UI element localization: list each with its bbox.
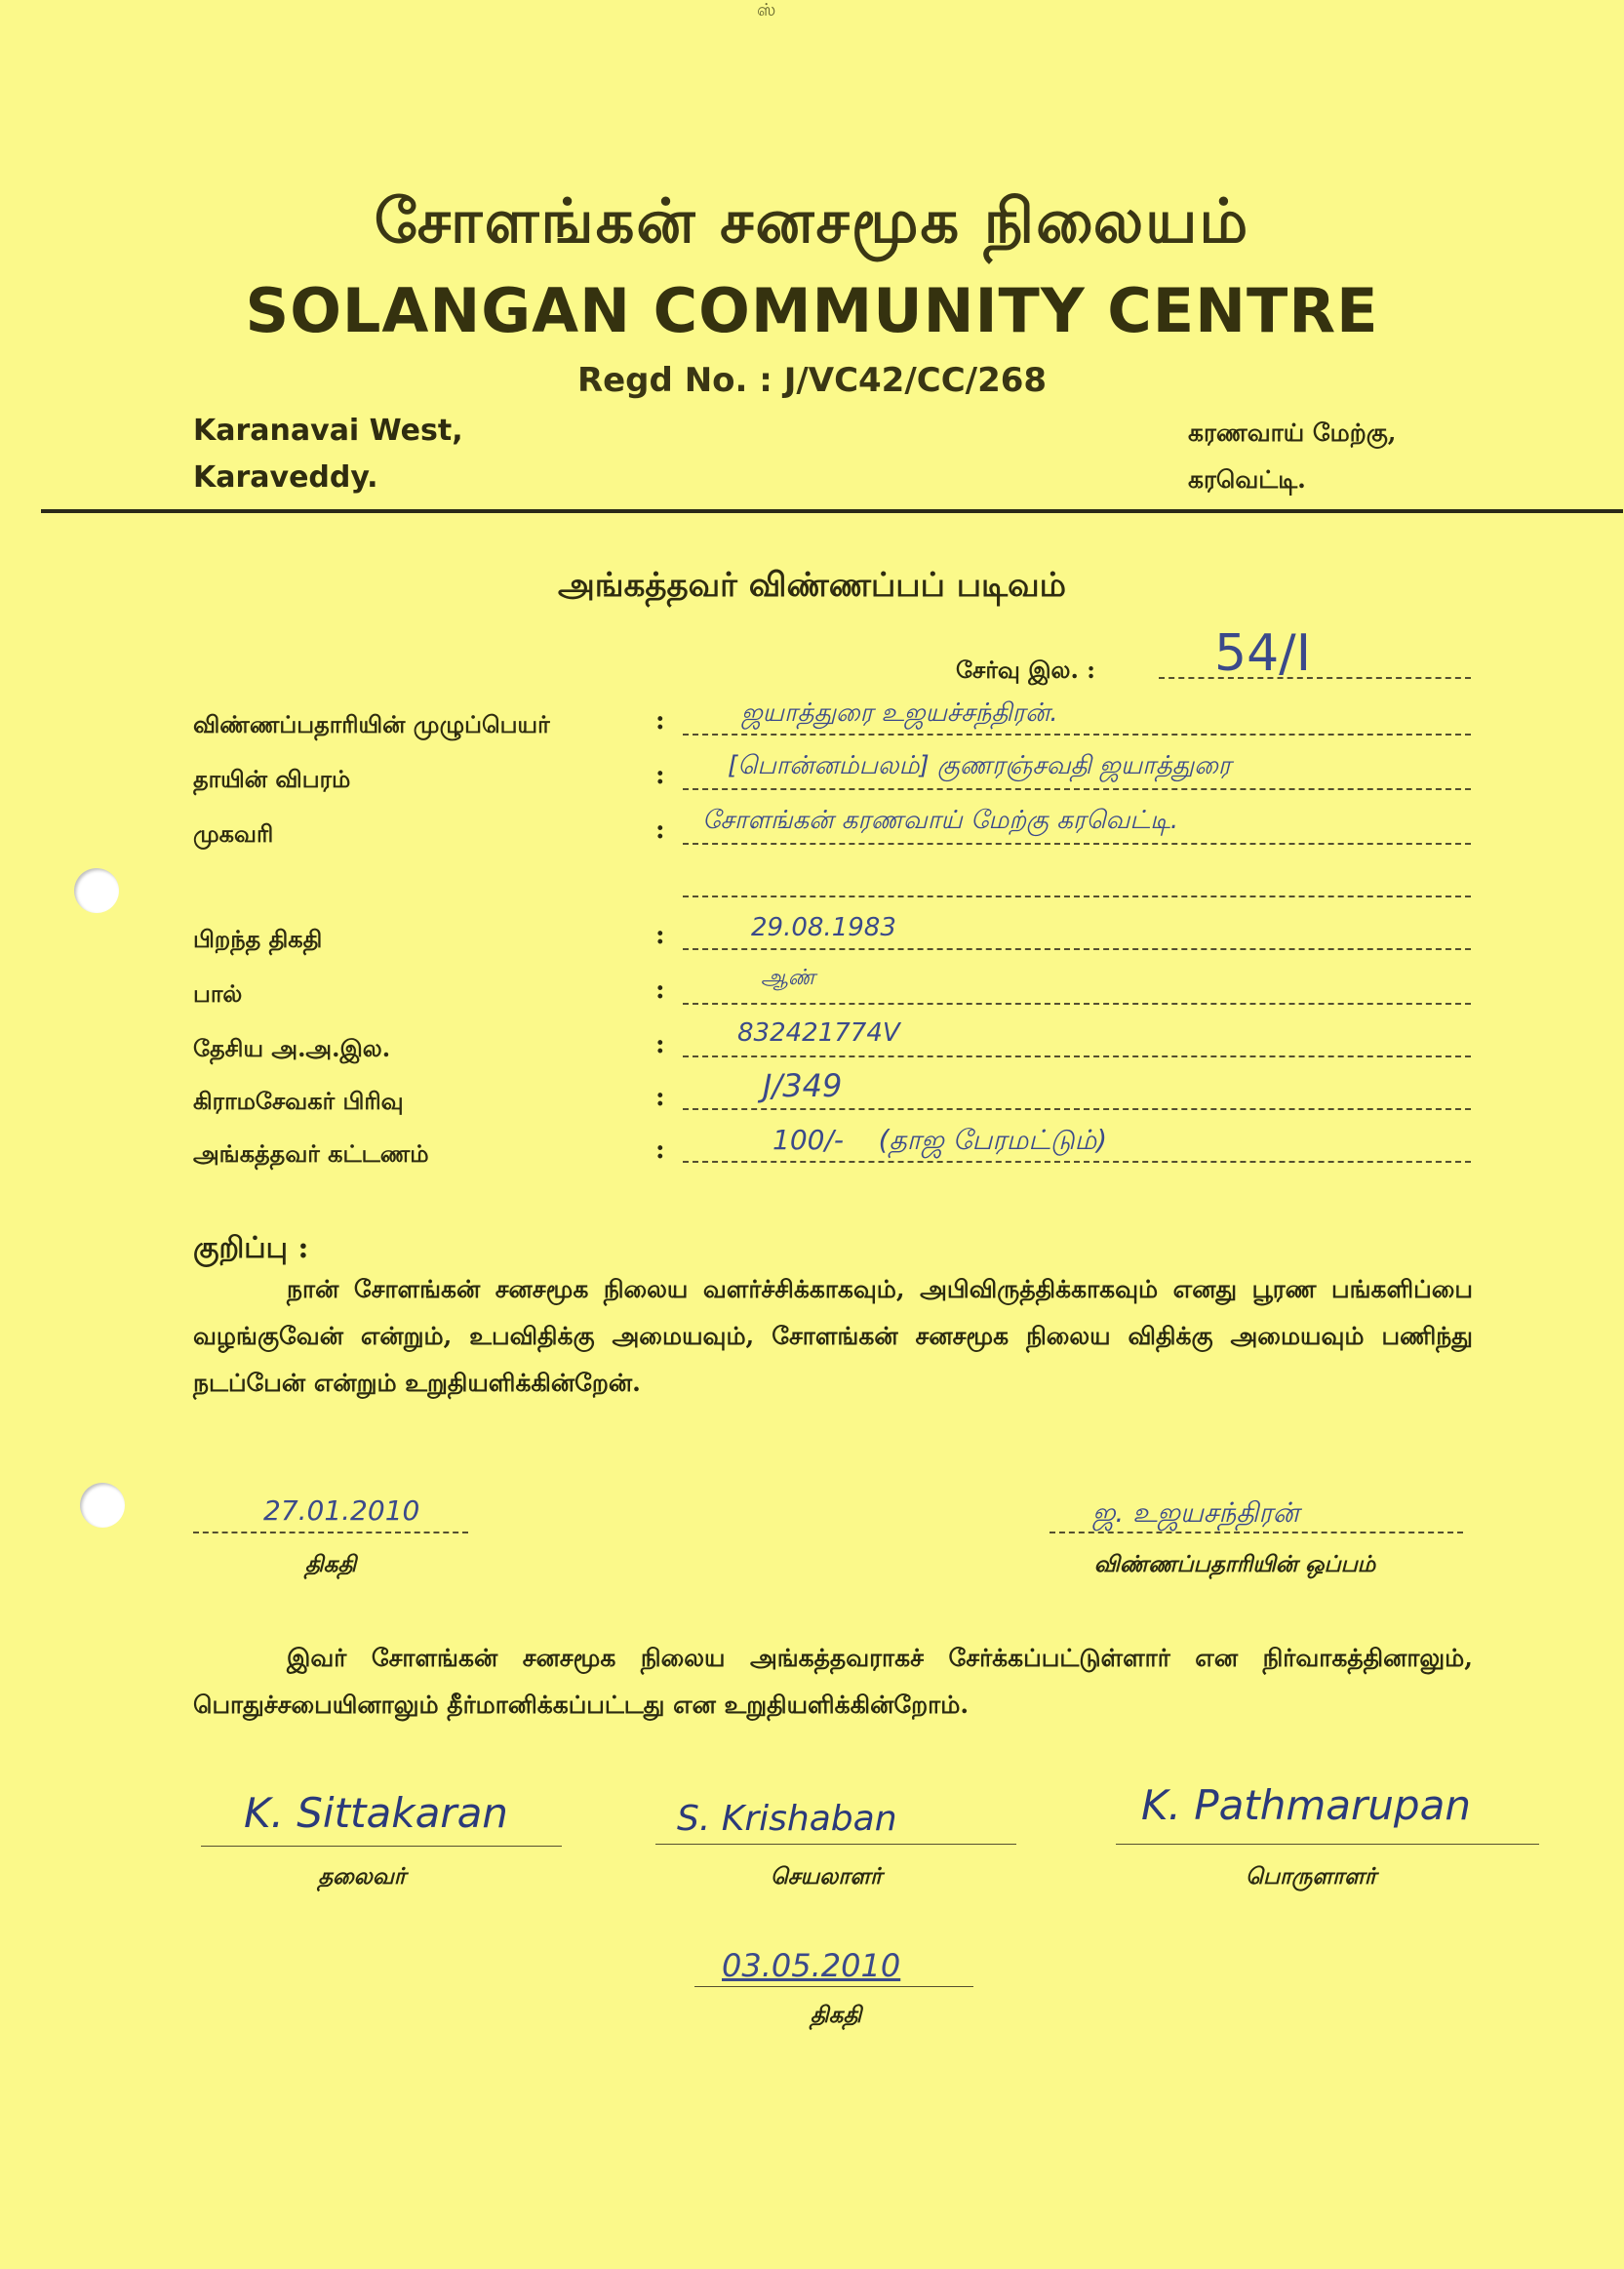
treasurer-caption: பொருளாளர் — [1246, 1863, 1376, 1890]
field-colon: : — [655, 761, 665, 790]
field-label-gender: பால் — [193, 979, 243, 1008]
serial-line — [1159, 677, 1471, 679]
field-label-gn-division: கிராமசேவகர் பிரிவு — [193, 1087, 404, 1115]
address-tamil — [1188, 410, 1397, 503]
registration-number: Regd No. : J/VC42/CC/268 — [576, 361, 1048, 400]
confirmation-text: இவர் சோளங்கன் சனசமூக நிலைய அங்கத்தவராகச் சேர்க்கப்பட்டுள்ளார் என நிர்வாகத்தினாலும், பொதுச்சபையினாலும் தீர்மானிக்கப்பட்டது என உறுதியளிக்கின்றோம். — [193, 1644, 1473, 1719]
final-date-line — [694, 1986, 973, 1987]
field-value-nic: 832421774V — [737, 1018, 900, 1048]
field-colon: : — [655, 706, 665, 736]
serial-label: சேர்வு இல. : — [956, 656, 1096, 684]
secretary-caption: செயலாளர் — [770, 1863, 883, 1890]
treasurer-line — [1116, 1844, 1539, 1845]
address-english-line1: Karanavai West, — [193, 414, 463, 448]
field-line — [683, 734, 1471, 736]
address-tamil-line1: கரணவாய் மேற்கு, — [1188, 418, 1397, 447]
field-line — [683, 948, 1471, 950]
applicant-signature-line — [1050, 1532, 1463, 1533]
address-tamil-line2: கரவெட்டி. — [1188, 465, 1306, 494]
address-english-line2: Karaveddy. — [193, 460, 378, 495]
field-line — [683, 788, 1471, 790]
field-line — [683, 1108, 1471, 1110]
field-colon: : — [655, 816, 665, 845]
header-divider — [41, 509, 1623, 513]
field-colon: : — [655, 1030, 665, 1059]
president-line — [201, 1846, 562, 1847]
applicant-date-value: 27.01.2010 — [263, 1494, 420, 1527]
title-english: SOLANGAN COMMUNITY CENTRE — [245, 275, 1379, 346]
field-colon: : — [655, 1135, 665, 1165]
applicant-date-caption: திகதி — [304, 1551, 357, 1577]
serial-value: 54/I — [1214, 624, 1312, 683]
final-date-value: 03.05.2010 — [722, 1947, 901, 1984]
field-label-address: முகவரி — [193, 819, 274, 848]
field-label-mother: தாயின் விபரம் — [193, 765, 351, 793]
field-colon: : — [655, 921, 665, 950]
binder-hole-top — [74, 868, 119, 913]
field-value-fullname: ஜயாத்துரை உஜயச்சந்திரன். — [741, 698, 1058, 728]
secretary-line — [655, 1844, 1016, 1845]
applicant-signature: ஜ. உஜயசந்திரன் — [1092, 1496, 1299, 1529]
field-value-address: சோளங்கன் கரணவாய் மேற்கு கரவெட்டி. — [702, 806, 1179, 835]
president-caption: தலைவர் — [318, 1863, 406, 1890]
field-line — [683, 843, 1471, 845]
field-label-nic: தேசிய அ.அ.இல. — [193, 1034, 391, 1062]
field-line — [683, 1055, 1471, 1057]
field-label-fee: அங்கத்தவர் கட்டணம் — [193, 1139, 429, 1168]
note-text: நான் சோளங்கன் சனசமூக நிலைய வளர்ச்சிக்காகவும், அபிவிருத்திக்காகவும் எனது பூரண பங்களிப்பை வழங்குவேன் என்றும், உபவிதிக்கு அமையவும், சோளங்கன் சனசமூக நிலைய விதிக்கு அமையவும் பணிந்து நடப்பேன் என்றும் உறுதியளிக்கின்றேன். — [193, 1275, 1473, 1397]
field-colon: : — [655, 975, 665, 1005]
field-value-fee: 100/- (தாஜ பேரமட்டும்) — [772, 1124, 1108, 1156]
field-value-dob: 29.08.1983 — [751, 913, 896, 942]
field-colon: : — [655, 1083, 665, 1112]
address-english — [193, 408, 463, 501]
note-heading: குறிப்பு : — [193, 1231, 309, 1265]
treasurer-signature: K. Pathmarupan — [1141, 1781, 1471, 1829]
applicant-date-line — [193, 1532, 468, 1533]
field-label-fullname: விண்ணப்பதாரியின் முழுப்பெயர் — [193, 710, 550, 738]
field-label-dob: பிறந்த திகதி — [193, 925, 323, 953]
top-mark: ஸ் — [757, 0, 776, 20]
final-date-caption: திகதி — [810, 2002, 862, 2028]
form-title: அங்கத்தவர் விண்ணப்பப் படிவம் — [558, 566, 1066, 605]
applicant-signature-caption: விண்ணப்பதாரியின் ஒப்பம் — [1093, 1551, 1376, 1577]
title-tamil: சோளங்கன் சனசமூக நிலையம் — [374, 185, 1250, 257]
president-signature: K. Sittakaran — [244, 1789, 508, 1837]
field-value-gender: ஆண் — [761, 966, 815, 990]
field-line-extra — [683, 896, 1471, 897]
field-value-mother: [பொன்னம்பலம்] குணரஞ்சவதி ஜயாத்துரை — [728, 751, 1232, 780]
field-line — [683, 1003, 1471, 1005]
binder-hole-bottom — [80, 1483, 125, 1528]
field-value-gn-division: J/349 — [763, 1067, 843, 1104]
field-line — [683, 1161, 1471, 1163]
secretary-signature: S. Krishaban — [677, 1799, 897, 1839]
